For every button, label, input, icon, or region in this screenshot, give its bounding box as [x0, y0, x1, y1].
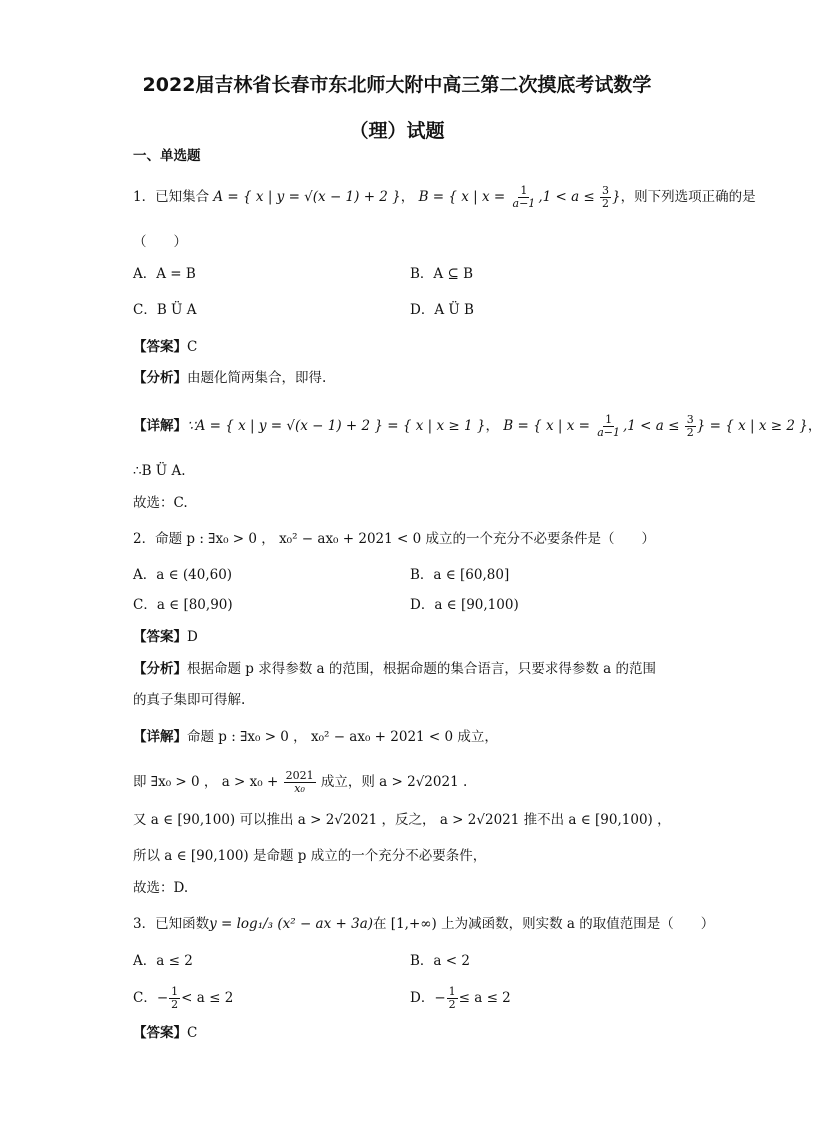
q1-set-a: A = { x | y = √(x − 1) + 2 } — [213, 189, 401, 205]
q1-detail-frac-1: $\frac{1}{a-1}$ — [597, 413, 621, 439]
q2-option-c: C．a ∈ [80,90) — [133, 597, 233, 613]
q3-option-c: C．− $\frac{1}{2}$ < a ≤ 2 — [133, 985, 234, 1011]
q2-option-b: B．a ∈ [60,80] — [410, 567, 510, 583]
q2-analysis-cont: 的真子集即可得解. — [133, 692, 246, 708]
q2-analysis: 【分析】根据命题 p 求得参数 a 的范围，根据命题的集合语言，只要求得参数 a 的范围 — [133, 661, 656, 677]
q1-choose: 故选：C. — [133, 495, 188, 511]
q3-stem: 3．已知函数y = log₁/₃ (x² − ax + 3a)在 [1,+∞) 上为减函数，则实数 a 的取值范围是（ ） — [133, 916, 715, 932]
q3-answer: 【答案】C — [133, 1025, 198, 1041]
q1-detail: 【详解】∵A = { x | y = √(x − 1) + 2 } = { x | x ≥ 1 }， B = { x | x = $\frac{1}{a-1}$ ,1 < a ≤ $\frac{3}{2}$ } = { x | x ≥ 2 }， — [133, 413, 821, 439]
page-title-line2: （理）试题 — [349, 120, 445, 142]
q3-frac-c: $\frac{1}{2}$ — [171, 985, 179, 1011]
q2-frac: $\frac{2021}{\text{x₀}}$ — [285, 769, 314, 795]
q1-stem — [133, 185, 756, 210]
q1-set-b-mid: ,1 < a ≤ — [538, 189, 595, 205]
q1-frac-2: $\frac{3}{2}$ — [602, 184, 610, 210]
section-heading: 一、单选题 — [133, 148, 201, 164]
q1-therefore: ∴B Ü A. — [133, 463, 186, 479]
q2-option-d: D．a ∈ [90,100) — [410, 597, 519, 613]
q2-detail-4: 所以 a ∈ [90,100) 是命题 p 成立的一个充分不必要条件， — [133, 848, 487, 864]
q1-option-a: A．A = B — [133, 266, 196, 282]
q3-option-d: D．− $\frac{1}{2}$ ≤ a ≤ 2 — [410, 985, 511, 1011]
q1-detail-frac-2: $\frac{3}{2}$ — [686, 413, 694, 439]
q2-detail-2: 即 ∃x₀ > 0 ， a > x₀ + $\frac{2021}{\text{x₀}}$ 成立，则 a > 2√2021 . — [133, 769, 468, 795]
q1-stem-post: ，则下列选项正确的是 — [620, 189, 756, 205]
q3-function: y = log₁/₃ (x² − ax + 3a) — [209, 916, 374, 932]
q2-detail-3: 又 a ∈ [90,100) 可以推出 a > 2√2021 ，反之， a > 2√2021 推不出 a ∈ [90,100) ， — [133, 812, 671, 828]
q1-option-b: B．A ⊆ B — [410, 266, 473, 282]
q3-option-b: B．a < 2 — [410, 953, 470, 969]
q2-detail: 【详解】命题 p : ∃x₀ > 0 ， x₀² − ax₀ + 2021 < 0 成立， — [133, 729, 498, 745]
q2-stem: 2．命题 p : ∃x₀ > 0 ， x₀² − ax₀ + 2021 < 0 成立的一个充分不必要条件是（ ） — [133, 531, 655, 547]
q2-choose: 故选：D. — [133, 880, 189, 896]
q3-option-a: A．a ≤ 2 — [133, 953, 193, 969]
q3-frac-d: $\frac{1}{2}$ — [448, 985, 456, 1011]
q1-frac-1: $\frac{1}{a-1}$ — [512, 184, 536, 210]
q1-answer: 【答案】C — [133, 339, 198, 355]
q1-set-b-end: } — [612, 189, 621, 205]
q2-answer: 【答案】D — [133, 629, 198, 645]
q1-option-c: C．B Ü A — [133, 302, 197, 318]
q1-comma: ， — [400, 189, 415, 205]
q2-option-a: A．a ∈ (40,60) — [133, 567, 233, 583]
q1-analysis: 【分析】由题化简两集合，即得. — [133, 370, 327, 386]
q1-paren: （ ） — [133, 234, 187, 250]
q1-set-b-pre: B = { x | x = — [418, 189, 506, 205]
q1-stem-text: 1．已知集合 — [133, 189, 210, 205]
page-title-line1: 2022届吉林省长春市东北师大附中高三第二次摸底考试数学 — [142, 74, 652, 96]
q1-option-d: D．A Ü B — [410, 302, 474, 318]
